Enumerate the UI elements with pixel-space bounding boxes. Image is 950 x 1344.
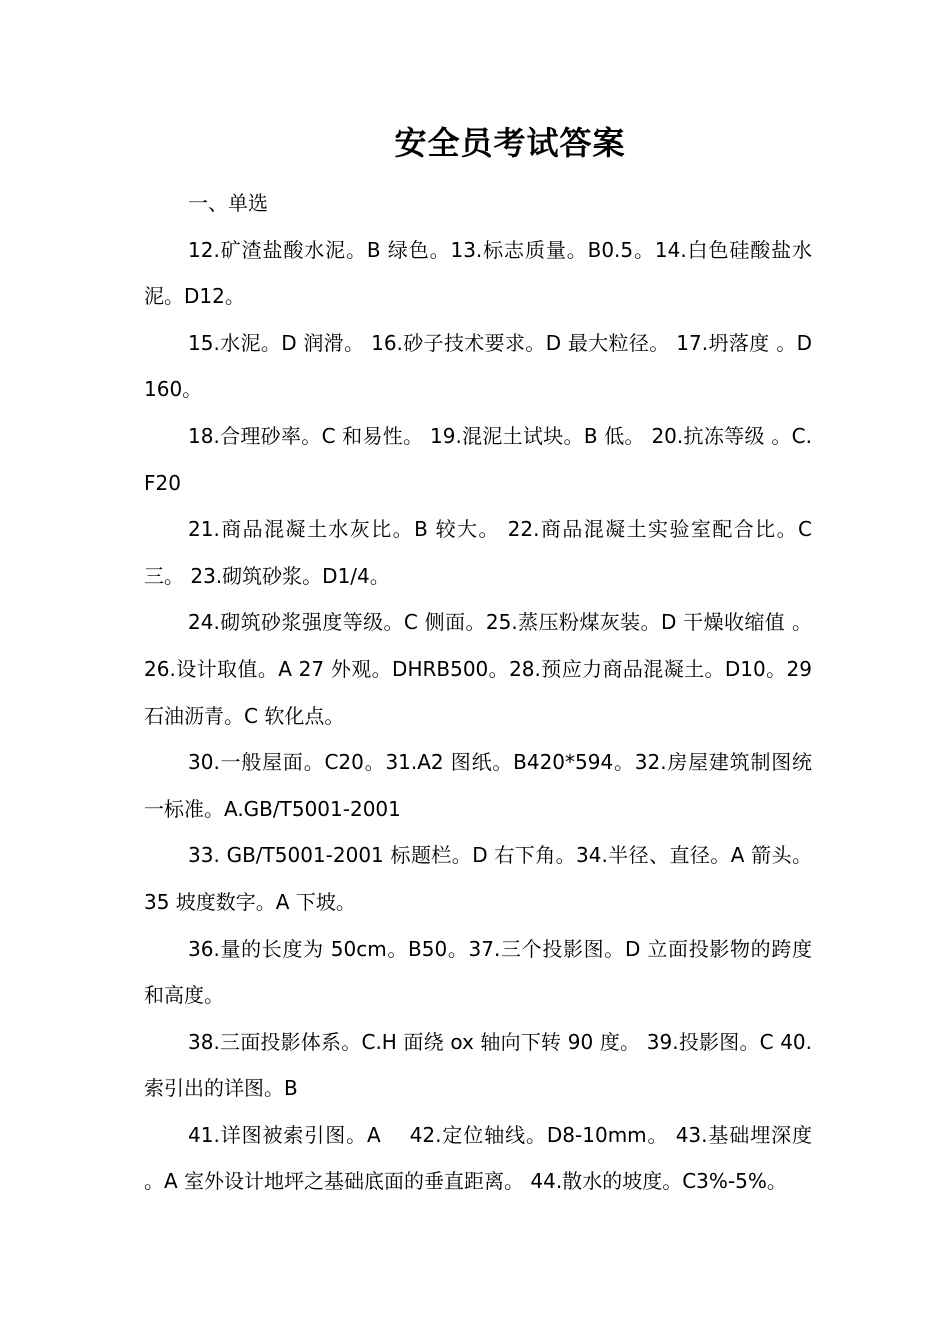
- document-title: 安全员考试答案: [394, 124, 626, 162]
- answer-paragraph: 38.三面投影体系。C.H 面绕 ox 轴向下转 90 度。 39.投影图。C 40.索引出的详图。B: [144, 1029, 812, 1101]
- section-heading: 一、单选: [188, 191, 268, 215]
- answer-paragraph: 41.详图被索引图。A 42.定位轴线。D8-10mm。 43.基础埋深度 。A 室外设计地坪之基础底面的垂直距离。 44.散水的坡度。C3%-5%。: [144, 1122, 812, 1194]
- answer-paragraph: 15.水泥。D 润滑。 16.砂子技术要求。D 最大粒径。 17.坍落度 。D160。: [144, 330, 812, 402]
- answer-paragraph: 24.砌筑砂浆强度等级。C 侧面。25.蒸压粉煤灰装。D 干燥收缩值 。26.设计取值。A 27 外观。DHRB500。28.预应力商品混凝土。D10。29 石油沥青。C 软化点。: [144, 610, 812, 728]
- answer-paragraph: 21.商品混凝土水灰比。B 较大。 22.商品混凝土实验室配合比。C 三。 23.砌筑砂浆。D1/4。: [144, 517, 812, 588]
- answer-paragraph: 12.矿渣盐酸水泥。B 绿色。13.标志质量。B0.5。14.白色硅酸盐水泥。D12。: [144, 237, 812, 309]
- answer-paragraph: 18.合理砂率。C 和易性。 19.混泥土试块。B 低。 20.抗冻等级 。C.F20: [144, 423, 812, 495]
- document-body: [144, 180, 812, 1205]
- answer-paragraph: 30.一般屋面。C20。31.A2 图纸。B420*594。32.房屋建筑制图统一标准。A.GB/T5001-2001: [144, 750, 812, 821]
- answer-paragraph: 36.量的长度为 50cm。B50。37.三个投影图。D 立面投影物的跨度和高度。: [144, 936, 812, 1008]
- answer-paragraph: 33. GB/T5001-2001 标题栏。D 右下角。34.半径、直径。A 箭头。35 坡度数字。A 下坡。: [144, 843, 812, 914]
